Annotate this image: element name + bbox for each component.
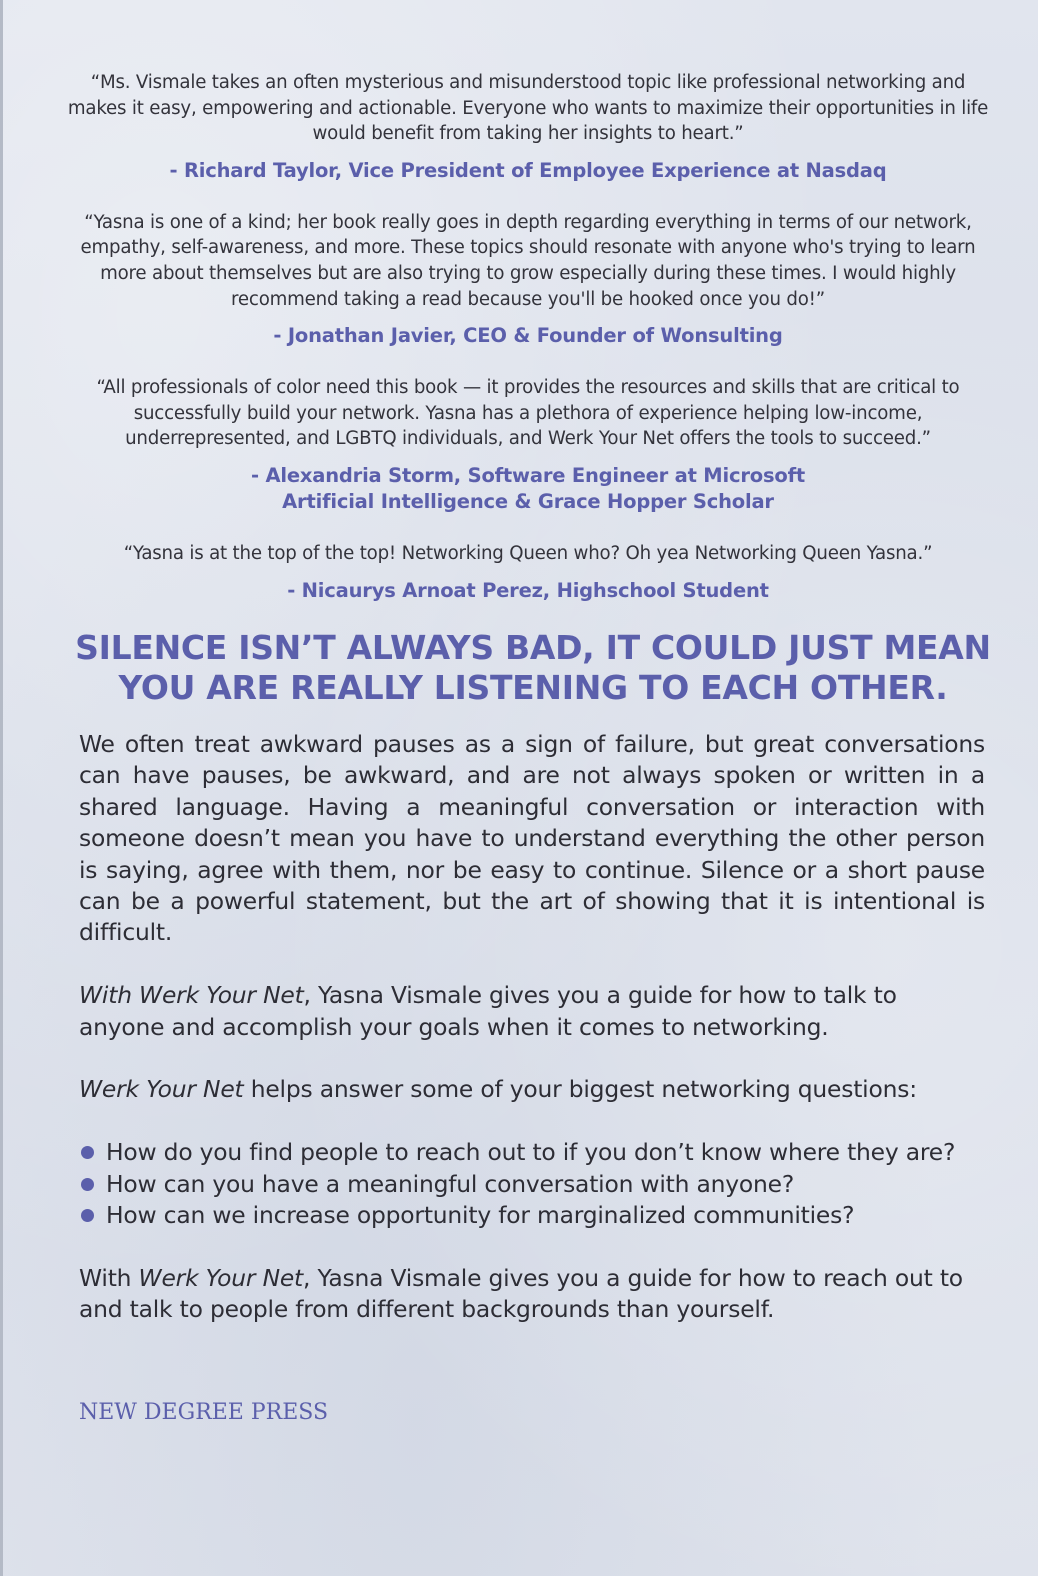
guide-paragraph <box>79 980 985 1043</box>
endorsement-quote: “Yasna is one of a kind; her book really goes in depth regarding everything in terms of our network, empathy, self-awareness, and more. These topics should resonate with anyone who's trying to learn more about themselves but are also trying to grow especially during these times. I would highly recommend taking a read because you'll be hooked once you do!” <box>80 211 976 310</box>
list-item <box>79 1200 985 1231</box>
closing-prefix: With <box>79 1263 139 1292</box>
questions-text: helps answer some of your biggest networking questions: <box>243 1075 917 1104</box>
attribution-line: - Nicaurys Arnoat Perez, Highschool Student <box>287 578 769 602</box>
endorsement <box>63 375 993 515</box>
attribution-line: - Richard Taylor, Vice President of Employee Experience at Nasdaq <box>169 158 887 182</box>
endorsement-attribution <box>63 158 993 184</box>
attribution-line: - Jonathan Javier, CEO & Founder of Wonsulting <box>273 324 783 348</box>
book-title: With Werk Your Net <box>79 981 304 1010</box>
endorsement-attribution <box>63 463 993 515</box>
publisher-logo: NEW DEGREE PRESS <box>79 1400 329 1425</box>
endorsement-quote: “Ms. Vismale takes an often mysterious and misunderstood topic like professional networking and makes it easy, empowering and actionable. Everyone who wants to maximize their opportunities in life would benefit from taking her insights to heart.” <box>67 72 989 145</box>
endorsement-quote: “Yasna is at the top of the top! Networking Queen who? Oh yea Networking Queen Yasna.” <box>123 542 933 564</box>
endorsement-attribution <box>63 323 993 349</box>
endorsement-quote: “All professionals of color need this book — it provides the resources and skills that are critical to successfully build your network. Yasna has a plethora of experience helping low-income, underrepresented, and LGBTQ individuals, and Werk Your Net offers the tools to succeed.” <box>96 377 960 450</box>
list-item-text: How can you have a meaningful conversation with anyone? <box>106 1169 795 1198</box>
list-item <box>79 1137 985 1168</box>
attribution-line: - Alexandria Storm, Software Engineer at Microsoft <box>251 463 805 487</box>
list-item-text: How can we increase opportunity for marginalized communities? <box>106 1201 855 1230</box>
endorsement <box>63 210 993 349</box>
closing-paragraph <box>79 1263 985 1326</box>
headline <box>43 628 1023 708</box>
questions-paragraph <box>79 1074 985 1105</box>
endorsement <box>63 541 993 604</box>
endorsement <box>63 70 993 184</box>
bullet-icon <box>81 1178 94 1191</box>
guide-text: , Yasna Vismale gives you a guide for how to talk to anyone and accomplish your goals when it comes to networking. <box>79 981 897 1041</box>
list-item <box>79 1169 985 1200</box>
bullet-icon <box>81 1209 94 1222</box>
endorsements <box>63 70 993 630</box>
intro-paragraph: We often treat awkward pauses as a sign of failure, but great conversations can have pauses, be awkward, and are not always spoken or written in a shared language. Having a meaningful conversation or interaction with someone doesn’t mean you have to understand everything the other person is saying, agree with them, nor be easy to continue. Silence or a short pause can be a powerful statement, but the art of showing that it is intentional is difficult. <box>79 730 985 947</box>
book-title: Werk Your Net <box>138 1263 304 1292</box>
book-description <box>79 729 985 1357</box>
endorsement-attribution <box>63 578 993 604</box>
closing-text: , Yasna Vismale gives you a guide for how to reach out to and talk to people from different backgrounds than yourself. <box>79 1263 963 1324</box>
attribution-line: Artificial Intelligence & Grace Hopper Scholar <box>282 489 774 513</box>
list-item-text: How do you find people to reach out to if you don’t know where they are? <box>106 1138 956 1167</box>
headline-line-2: YOU ARE REALLY LISTENING TO EACH OTHER. <box>118 668 948 707</box>
book-title: Werk Your Net <box>79 1075 244 1104</box>
bullet-icon <box>81 1146 94 1159</box>
questions-list <box>79 1137 985 1231</box>
headline-line-1: SILENCE ISN’T ALWAYS BAD, IT COULD JUST MEAN <box>75 628 991 667</box>
